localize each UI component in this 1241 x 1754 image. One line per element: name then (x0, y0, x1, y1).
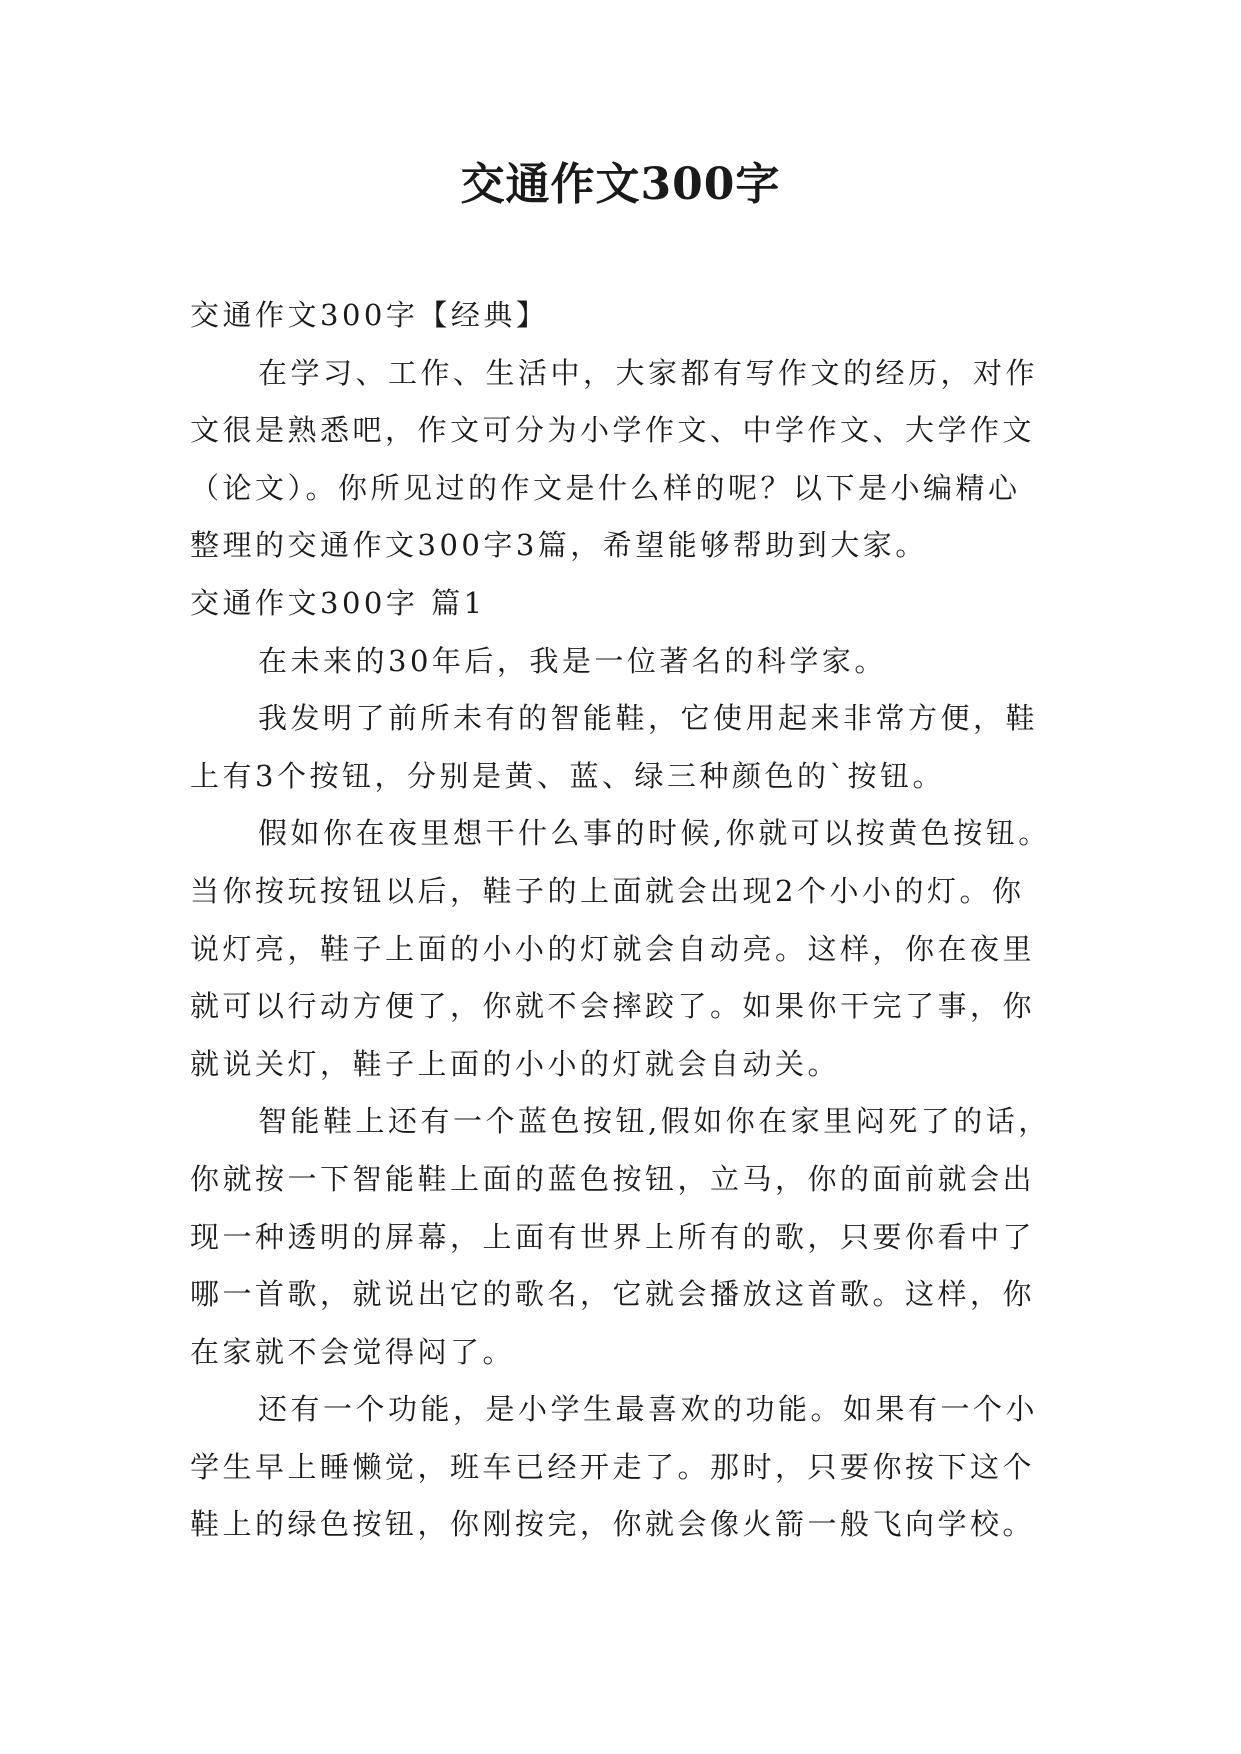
text-line: 在未来的30年后，我是一位著名的科学家。 (258, 643, 887, 678)
text-line: 在学习、工作、生活中，大家都有写作文的经历，对作 (258, 355, 1039, 390)
text-line: 现一种透明的屏幕，上面有世界上所有的歌，只要你看中了 (190, 1219, 1036, 1254)
text-line: 就可以行动方便了，你就不会摔跤了。如果你干完了事，你 (190, 989, 1036, 1024)
text-line: 鞋上的绿色按钮，你刚按完，你就会像火箭一般飞向学校。 (190, 1507, 1036, 1542)
text-line: 交通作文300字【经典】 (190, 298, 549, 332)
text-line: 文很是熟悉吧，作文可分为小学作文、中学作文、大学作文 (190, 413, 1036, 448)
text-line: 假如你在夜里想干什么事的时候,你就可以按黄色按钮。 (258, 816, 1051, 851)
text-line: 说灯亮，鞋子上面的小小的灯就会自动亮。这样，你在夜里 (190, 931, 1036, 966)
text-line: 智能鞋上还有一个蓝色按钮,假如你在家里闷死了的话， (258, 1104, 1051, 1139)
text-line: 整理的交通作文300字3篇，希望能够帮助到大家。 (190, 528, 928, 563)
document-title: 交通作文300字 (460, 159, 781, 210)
text-line: 学生早上睡懒觉，班车已经开走了。那时，只要你按下这个 (190, 1449, 1036, 1484)
text-line: 还有一个功能，是小学生最喜欢的功能。如果有一个小 (258, 1392, 1039, 1427)
text-line: 你就按一下智能鞋上面的蓝色按钮，立马，你的面前就会出 (190, 1161, 1036, 1196)
text-line: （论文）。你所见过的作文是什么样的呢？以下是小编精心 (190, 470, 1021, 505)
text-line: 交通作文300字 篇1 (190, 585, 486, 620)
text-line: 我发明了前所未有的智能鞋，它使用起来非常方便，鞋 (258, 701, 1039, 736)
text-line: 哪一首歌，就说出它的歌名，它就会播放这首歌。这样，你 (190, 1277, 1036, 1312)
document-body (190, 287, 1060, 1554)
text-line: 上有3个按钮，分别是黄、蓝、绿三种颜色的`按钮。 (190, 758, 945, 793)
text-line: 当你按玩按钮以后，鞋子的上面就会出现2个小小的灯。你 (190, 873, 1025, 908)
text-line: 在家就不会觉得闷了。 (190, 1334, 516, 1369)
text-line: 就说关灯，鞋子上面的小小的灯就会自动关。 (190, 1046, 841, 1081)
